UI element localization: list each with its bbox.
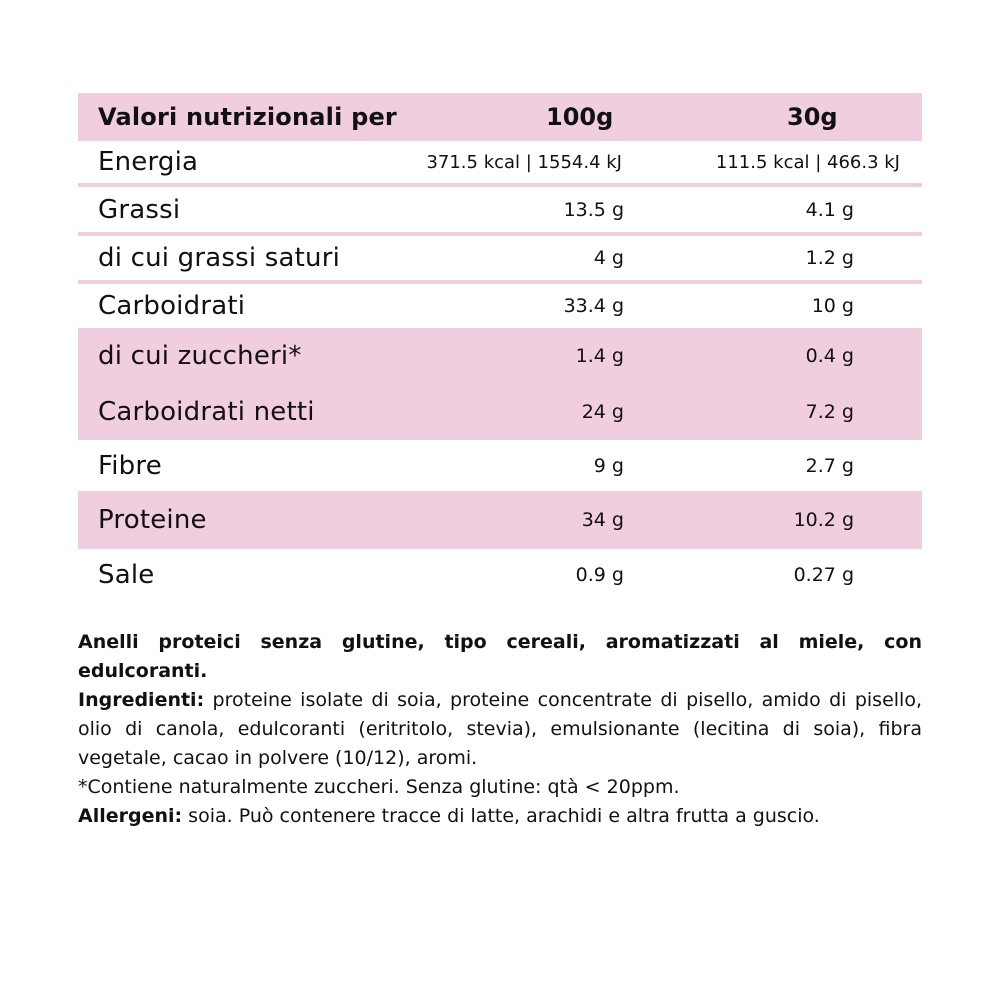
header-col-100g: 100g [546,103,614,131]
value-100g: 9 g [593,454,624,477]
row-label: Fibre [98,450,162,481]
value-30g: 0.4 g [805,345,854,367]
value-100g: 371.5 kcal | 1554.4 kJ [426,151,622,173]
row-label: di cui grassi saturi [98,243,341,273]
table-row [78,236,922,280]
table-row [78,440,922,491]
table-row [78,384,922,440]
nutrition-table [78,93,922,601]
value-100g: 34 g [581,509,624,531]
table-row [78,328,922,384]
value-100g: 0.9 g [575,564,624,586]
header-label: Valori nutrizionali per [98,103,397,131]
row-label: Energia [98,147,199,177]
value-30g: 2.7 g [805,454,854,477]
ingredients-label: Ingredienti: [78,689,205,711]
ingredients-paragraph [78,686,922,773]
sugar-gluten-note: *Contiene naturalmente zuccheri. Senza glutine: qtà < 20ppm. [78,776,680,798]
value-100g: 1.4 g [575,345,624,367]
table-row [78,491,922,549]
value-30g: 111.5 kcal | 466.3 kJ [715,151,900,173]
table-header-row [78,93,922,141]
product-notes [78,628,922,831]
value-100g: 33.4 g [563,295,624,317]
value-30g: 10 g [811,295,854,317]
row-label: di cui zuccheri* [98,341,302,371]
table-row [78,187,922,232]
row-label: Carboidrati netti [98,397,315,427]
product-description: Anelli proteici senza glutine, tipo cereali, aromatizzati al miele, con edulcoranti. [78,631,922,682]
value-30g: 7.2 g [805,401,854,423]
table-row [78,549,922,601]
value-30g: 1.2 g [805,247,854,269]
allergens-label: Allergeni: [78,805,183,827]
allergens-paragraph [78,802,922,831]
table-row [78,141,922,183]
row-label: Sale [98,560,155,590]
header-col-30g: 30g [787,103,838,131]
value-30g: 4.1 g [805,198,854,221]
allergens-text: soia. Può contenere tracce di latte, arachidi e altra frutta a guscio. [182,805,820,827]
row-label: Carboidrati [98,291,246,321]
row-label: Proteine [98,505,207,535]
ingredients-text: proteine isolate di soia, proteine concentrate di pisello, amido di pisello, olio di canola, edulcoranti (eritritolo, stevia), emulsionante (lecitina di soia), fibra vegetale, cacao in polvere (10/12), aromi. [78,689,922,769]
table-row [78,284,922,328]
value-30g: 0.27 g [793,564,854,586]
value-30g: 10.2 g [793,509,854,531]
value-100g: 24 g [581,401,624,423]
row-label: Grassi [98,194,181,225]
value-100g: 13.5 g [563,198,624,221]
value-100g: 4 g [593,247,624,269]
